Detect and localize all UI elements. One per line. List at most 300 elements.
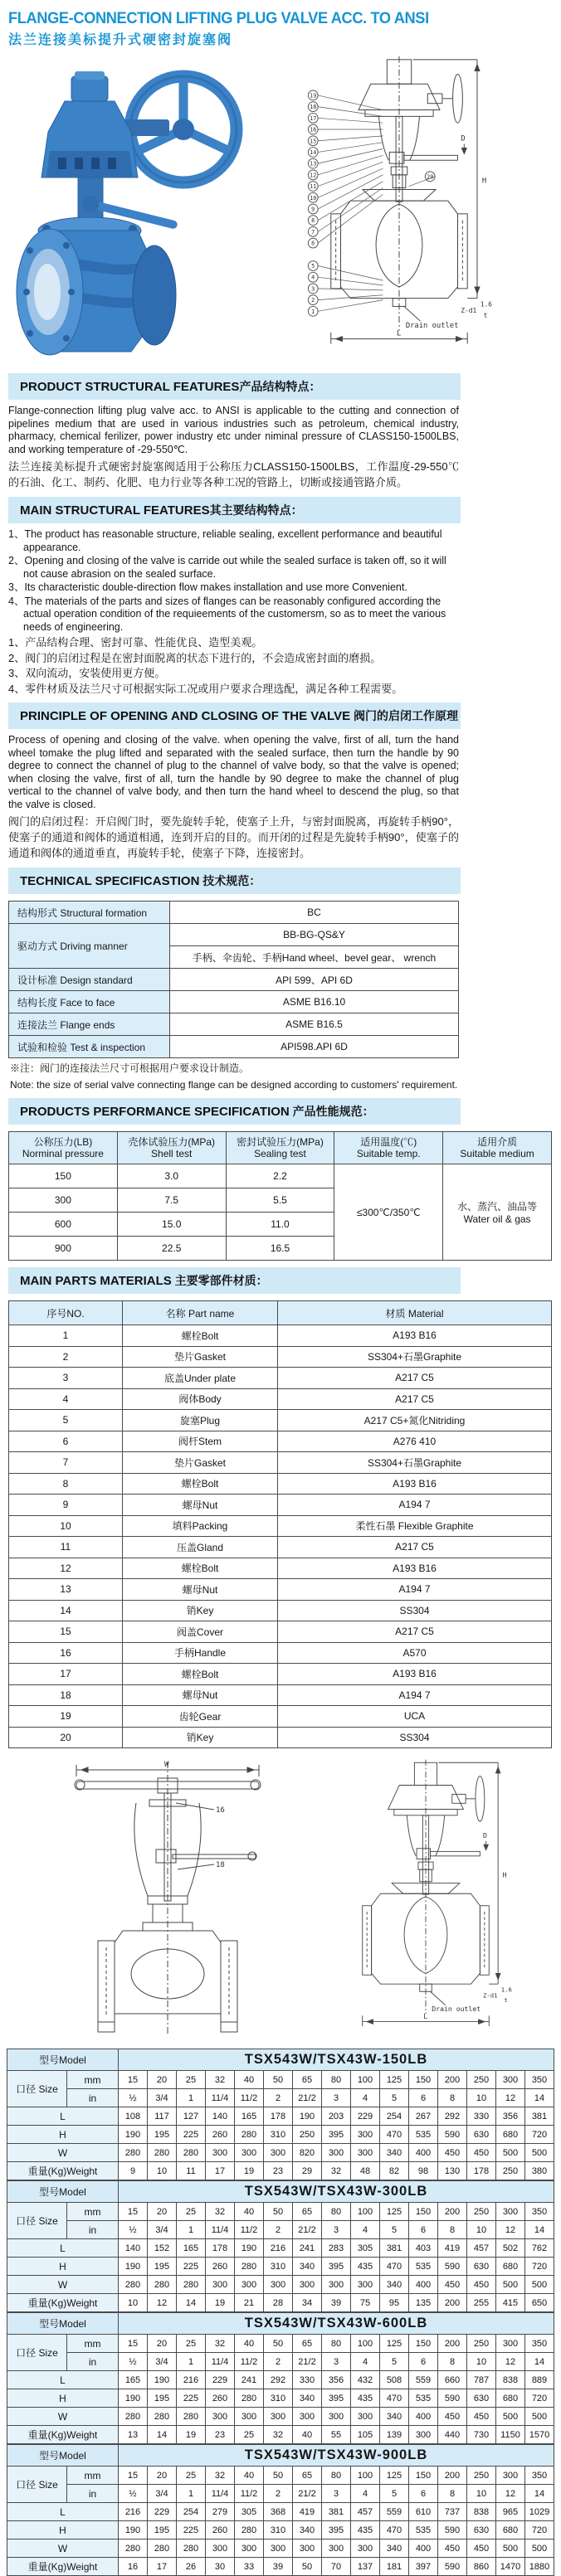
size-label: 口径 Size — [7, 2467, 67, 2503]
dim-value: 535 — [409, 2126, 438, 2144]
dim-value: 340 — [380, 2540, 409, 2558]
spec-label: 结构形式 Structural formation — [9, 902, 170, 924]
dim-D-label: D — [483, 1831, 487, 1840]
dim-value: 440 — [438, 2426, 467, 2444]
dim-value: 254 — [380, 2107, 409, 2126]
spec-value: ASME B16.10 — [170, 991, 459, 1013]
dim-value: 502 — [496, 2239, 525, 2258]
dim-value: 395 — [322, 2126, 351, 2144]
heading-cn: 主要零部件材质： — [171, 1274, 268, 1287]
heading-cn: 阀门的启闭工作原理 — [350, 709, 458, 722]
size-in-value: 12 — [496, 2221, 525, 2239]
dim-value: 39 — [264, 2558, 293, 2576]
performance-value: 600 — [9, 1213, 118, 1237]
dim-value: 450 — [467, 2408, 496, 2426]
size-in-value: 12 — [496, 2485, 525, 2503]
dim-value: 216 — [177, 2371, 206, 2389]
size-in-value: 1 — [177, 2353, 206, 2371]
performance-value: 900 — [9, 1237, 118, 1261]
dim-value: 310 — [264, 2389, 293, 2408]
tech-spec-row — [9, 902, 459, 924]
size-mm-value: 100 — [351, 2071, 380, 2089]
size-mm-value: 250 — [467, 2467, 496, 2485]
size-in-value: 5 — [380, 2221, 409, 2239]
part-no: 15 — [9, 1621, 123, 1643]
dim-value: 195 — [148, 2521, 177, 2540]
dim-value: 470 — [380, 2126, 409, 2144]
dim-value: 720 — [525, 2389, 554, 2408]
dim-value: 400 — [409, 2408, 438, 2426]
part-material: A194 7 — [278, 1579, 552, 1601]
dim-value: 39 — [322, 2294, 351, 2312]
t-label: t — [483, 312, 488, 320]
performance-header-row — [9, 1132, 552, 1164]
model-row — [7, 2049, 554, 2071]
dim-value: 380 — [525, 2162, 554, 2180]
part-material: SS304+石墨Graphite — [278, 1452, 552, 1474]
dim-value: 310 — [264, 2521, 293, 2540]
part-callout: 17 — [310, 114, 317, 122]
size-mm-value: 100 — [351, 2335, 380, 2353]
model-row — [7, 2445, 554, 2467]
size-in-value: 3/4 — [148, 2353, 177, 2371]
size-mm-value: 125 — [380, 2071, 409, 2089]
dim-value: 216 — [264, 2239, 293, 2258]
size-mm-value: 20 — [148, 2335, 177, 2353]
dim-D-label: D — [461, 134, 466, 143]
size-mm-value: 65 — [293, 2467, 322, 2485]
dimension-table — [7, 2049, 554, 2180]
size-in-value: 3 — [322, 2485, 351, 2503]
dim-value: 28 — [264, 2294, 293, 2312]
list-item: 2、阀门的启闭过程是在密封面脱离的状态下进行的，不会造成密封面的磨损。 — [8, 651, 382, 664]
materials-row — [9, 1621, 552, 1643]
size-mm-value: 350 — [525, 2467, 554, 2485]
size-mm-value: 40 — [235, 2203, 264, 2221]
size-mm-value: 125 — [380, 2203, 409, 2221]
dim-value: 140 — [206, 2107, 235, 2126]
part-callout: 12 — [310, 172, 317, 179]
dim-value: 127 — [177, 2107, 206, 2126]
drain-outlet-label: Drain outlet — [432, 2004, 481, 2013]
dim-value: 300 — [293, 2276, 322, 2294]
part-callout: 11 — [310, 183, 317, 191]
spec-value: API 599、API 6D — [170, 969, 459, 991]
dim-value: 190 — [119, 2126, 148, 2144]
size-in-value: 5 — [380, 2485, 409, 2503]
dim-value: 838 — [496, 2371, 525, 2389]
heading-cn: 技术规范： — [199, 874, 261, 887]
dim-value: 450 — [467, 2276, 496, 2294]
dim-value: 368 — [264, 2503, 293, 2521]
dimension-table — [7, 2312, 554, 2444]
tech-spec-row — [9, 991, 459, 1013]
dim-value: 181 — [380, 2558, 409, 2576]
dim-value: 720 — [525, 2521, 554, 2540]
materials-row — [9, 1515, 552, 1537]
list-item: 4、The materials of the parts and sizes of flanges can be reasonably configured according the actual operation condition of the requieements of the customersm, so as to meet the various needs of engineering. — [8, 595, 446, 633]
dim-value: 305 — [351, 2239, 380, 2258]
dim-value: 381 — [380, 2239, 409, 2258]
size-mm-value: 125 — [380, 2335, 409, 2353]
sectional-drawing-svg — [322, 1757, 529, 2043]
size-in-value: 21/2 — [293, 2485, 322, 2503]
size-mm-value: 150 — [409, 2203, 438, 2221]
part-material: A570 — [278, 1642, 552, 1664]
materials-row — [9, 1452, 552, 1474]
performance-value: 11.0 — [226, 1213, 334, 1237]
part-material: UCA — [278, 1706, 552, 1728]
valve-photo-illustration — [7, 53, 256, 362]
dim-value: 340 — [380, 2276, 409, 2294]
performance-table — [8, 1131, 552, 1261]
dim-value: 48 — [351, 2162, 380, 2180]
callout-16: 16 — [216, 1806, 225, 1815]
dim-value: 280 — [119, 2408, 148, 2426]
size-in-row — [7, 2089, 554, 2107]
size-mm-value: 80 — [322, 2467, 351, 2485]
size-mm-value: 65 — [293, 2335, 322, 2353]
size-mm-value: 300 — [496, 2071, 525, 2089]
size-in-value: 8 — [438, 2221, 467, 2239]
size-in-value: 4 — [351, 2089, 380, 2107]
dim-value: 737 — [438, 2503, 467, 2521]
dim-value: 21 — [235, 2294, 264, 2312]
spec-value: 手柄、伞齿轮、手柄Hand wheel、bevel gear、 wrench — [170, 946, 459, 969]
part-callout: 2 — [311, 297, 315, 304]
tech-note-en: Note: the size of serial valve connecting flange can be designed according to customers' requirement. — [10, 1079, 458, 1091]
dim-value: 889 — [525, 2371, 554, 2389]
dim-value: 730 — [467, 2426, 496, 2444]
list-item: 1、The product has reasonable structure, reliable sealing, excellent performance and beautiful appearance. — [8, 528, 442, 553]
size-mm-value: 40 — [235, 2335, 264, 2353]
weight-row — [7, 2558, 554, 2576]
tech-spec-row — [9, 924, 459, 946]
size-mm-value: 150 — [409, 2071, 438, 2089]
dim-L-row — [7, 2107, 554, 2126]
size-mm-value: 15 — [119, 2335, 148, 2353]
dim-value: 310 — [264, 2258, 293, 2276]
dim-value: 300 — [264, 2144, 293, 2162]
dim-value: 165 — [177, 2239, 206, 2258]
dim-value: 435 — [351, 2258, 380, 2276]
dim-value: 400 — [409, 2276, 438, 2294]
product-features-text-cn: 法兰连接美标提升式硬密封旋塞阀适用于公称压力CLASS150-1500LBS，工作温度-29-550℃的石油、化工、制药、化肥、电力行业等各种工况的管路上，切断或接通管路介质。 — [8, 460, 459, 488]
size-mm-value: 150 — [409, 2467, 438, 2485]
part-no: 3 — [9, 1368, 123, 1389]
dim-L-label: L — [423, 2011, 428, 2020]
size-mm-value: 100 — [351, 2467, 380, 2485]
main-features-list-cn — [8, 635, 459, 696]
part-material: A193 B16 — [278, 1664, 552, 1685]
size-mm-value: 32 — [206, 2467, 235, 2485]
dim-value: 95 — [380, 2294, 409, 2312]
size-in-value: ½ — [119, 2353, 148, 2371]
size-mm-value: 100 — [351, 2203, 380, 2221]
performance-value: 15.0 — [117, 1213, 226, 1237]
dim-value: 50 — [293, 2558, 322, 2576]
size-mm-value: 32 — [206, 2203, 235, 2221]
size-in-value: 5 — [380, 2353, 409, 2371]
size-mm-value: 300 — [496, 2335, 525, 2353]
dim-value: 300 — [206, 2276, 235, 2294]
size-mm-value: 200 — [438, 2335, 467, 2353]
size-in-value: 10 — [467, 2485, 496, 2503]
part-no: 10 — [9, 1515, 123, 1537]
spec-label: 试验和检验 Test & inspection — [9, 1036, 170, 1058]
callout-group — [308, 90, 435, 316]
row-label: H — [7, 2258, 119, 2276]
dim-value: 470 — [380, 2389, 409, 2408]
size-mm-value: 32 — [206, 2335, 235, 2353]
dim-H-label: H — [481, 177, 487, 186]
size-in-value: ½ — [119, 2221, 148, 2239]
list-item: 3、Its characteristic double-direction flow makes installation and use more Convenient. — [8, 581, 407, 593]
tech-note-cn: ※注：阀门的连接法兰尺寸可根据用户要求设计制造。 — [10, 1062, 250, 1074]
row-label: 重量(Kg)Weight — [7, 2162, 119, 2180]
dim-value: 397 — [409, 2558, 438, 2576]
dim-value: 280 — [177, 2540, 206, 2558]
part-material: SS304+石墨Graphite — [278, 1346, 552, 1368]
dim-value: 630 — [467, 2389, 496, 2408]
performance-value: 22.5 — [117, 1237, 226, 1261]
dim-value: 190 — [148, 2371, 177, 2389]
dim-value: 300 — [206, 2540, 235, 2558]
dim-value: 13 — [119, 2426, 148, 2444]
size-in-value: 8 — [438, 2485, 467, 2503]
dim-value: 457 — [467, 2239, 496, 2258]
size-mm-value: 25 — [177, 2203, 206, 2221]
spec-label: 连接法兰 Flange ends — [9, 1013, 170, 1036]
heading-en: TECHNICAL SPECIFICASTION — [20, 874, 200, 888]
dim-value: 280 — [177, 2408, 206, 2426]
part-name: 垫片Gasket — [123, 1452, 278, 1474]
valve-sectional-drawing — [295, 53, 503, 366]
dim-value: 340 — [380, 2144, 409, 2162]
dim-value: 720 — [525, 2126, 554, 2144]
row-label: W — [7, 2540, 119, 2558]
part-material: A276 410 — [278, 1431, 552, 1452]
dim-value: 720 — [525, 2258, 554, 2276]
dim-value: 300 — [351, 2276, 380, 2294]
model-name: TSX543W/TSX43W-900LB — [119, 2445, 554, 2467]
sectional-drawing-svg — [295, 53, 503, 362]
materials-row — [9, 1431, 552, 1452]
column-header: 适用介质 Suitable medium — [443, 1132, 552, 1164]
part-material: 柔性石墨 Flexible Graphite — [278, 1515, 552, 1537]
dim-value: 195 — [148, 2126, 177, 2144]
dim-value: 500 — [525, 2276, 554, 2294]
size-in-value: 10 — [467, 2353, 496, 2371]
dim-L-row — [7, 2371, 554, 2389]
column-header: 材质 Material — [278, 1301, 552, 1325]
dim-value: 838 — [467, 2503, 496, 2521]
size-label: 口径 Size — [7, 2203, 67, 2239]
dim-value: 330 — [293, 2371, 322, 2389]
section-main-features-heading — [8, 497, 461, 523]
part-callout: 8 — [311, 217, 315, 225]
dim-value: 280 — [148, 2144, 177, 2162]
size-mm-value: 200 — [438, 2071, 467, 2089]
size-mm-value: 15 — [119, 2071, 148, 2089]
drain-outlet-label: Drain outlet — [405, 321, 459, 330]
size-mm-value: 40 — [235, 2071, 264, 2089]
dim-value: 280 — [235, 2258, 264, 2276]
size-mm-value: 65 — [293, 2203, 322, 2221]
size-mm-value: 350 — [525, 2203, 554, 2221]
dim-value: 190 — [119, 2258, 148, 2276]
dim-value: 216 — [119, 2503, 148, 2521]
size-mm-value: 40 — [235, 2467, 264, 2485]
tech-spec-row — [9, 1013, 459, 1036]
figure-row-top — [0, 53, 561, 367]
suitable-temp: ≤300℃/350℃ — [334, 1164, 443, 1261]
part-material: A193 B16 — [278, 1558, 552, 1579]
size-in-value: 1 — [177, 2485, 206, 2503]
size-in-value: 11/4 — [206, 2221, 235, 2239]
size-mm-value: 150 — [409, 2335, 438, 2353]
dim-value: 292 — [438, 2107, 467, 2126]
dim-value: 590 — [438, 2558, 467, 2576]
size-in-value: 11/4 — [206, 2485, 235, 2503]
unit-in-label: in — [67, 2089, 119, 2107]
dim-value: 292 — [264, 2371, 293, 2389]
dim-value: 500 — [525, 2540, 554, 2558]
dim-value: 965 — [496, 2503, 525, 2521]
part-material: A194 7 — [278, 1684, 552, 1706]
dim-value: 630 — [467, 2126, 496, 2144]
part-no: 19 — [9, 1706, 123, 1728]
dim-value: 435 — [351, 2389, 380, 2408]
dim-value: 300 — [351, 2144, 380, 2162]
dim-value: 280 — [235, 2521, 264, 2540]
dim-value: 660 — [438, 2371, 467, 2389]
size-in-value: 3/4 — [148, 2089, 177, 2107]
row-label: 重量(Kg)Weight — [7, 2426, 119, 2444]
page-title-cn: 法兰连接美标提升式硬密封旋塞阀 — [8, 33, 233, 47]
dim-value: 860 — [467, 2558, 496, 2576]
dim-value: 105 — [351, 2426, 380, 2444]
size-mm-value: 50 — [264, 2071, 293, 2089]
spec-value: API598.API 6D — [170, 1036, 459, 1058]
size-mm-value: 20 — [148, 2203, 177, 2221]
dim-value: 1150 — [496, 2426, 525, 2444]
dim-value: 250 — [496, 2162, 525, 2180]
dim-W-row — [7, 2276, 554, 2294]
dim-W-row — [7, 2540, 554, 2558]
size-label: 口径 Size — [7, 2071, 67, 2107]
dim-value: 820 — [293, 2144, 322, 2162]
size-in-value: 6 — [409, 2353, 438, 2371]
dim-value: 260 — [206, 2258, 235, 2276]
part-callout: 3 — [311, 285, 315, 293]
size-mm-value: 250 — [467, 2335, 496, 2353]
dim-value: 283 — [322, 2239, 351, 2258]
dim-value: 395 — [322, 2389, 351, 2408]
dim-value: 280 — [177, 2276, 206, 2294]
dim-value: 25 — [235, 2426, 264, 2444]
dim-value: 1029 — [525, 2503, 554, 2521]
size-in-value: 11/2 — [235, 2353, 264, 2371]
tech-spec-row — [9, 1036, 459, 1058]
dim-value: 137 — [351, 2558, 380, 2576]
dim-value: 300 — [351, 2126, 380, 2144]
dim-value: 630 — [467, 2521, 496, 2540]
dim-value: 254 — [177, 2503, 206, 2521]
dim-value: 300 — [264, 2540, 293, 2558]
dim-value: 650 — [525, 2294, 554, 2312]
dim-value: 450 — [438, 2276, 467, 2294]
part-name: 螺栓Bolt — [123, 1558, 278, 1579]
materials-row — [9, 1388, 552, 1410]
dim-value: 225 — [177, 2521, 206, 2540]
valve-sectional-drawing-2 — [322, 1757, 529, 2047]
size-in-value: 14 — [525, 2353, 554, 2371]
dim-value: 500 — [525, 2408, 554, 2426]
dim-value: 500 — [496, 2144, 525, 2162]
part-name: 螺母Nut — [123, 1579, 278, 1601]
dim-value: 680 — [496, 2389, 525, 2408]
dim-value: 1470 — [496, 2558, 525, 2576]
dim-value: 229 — [206, 2371, 235, 2389]
dim-value: 14 — [148, 2426, 177, 2444]
dim-H-row — [7, 2258, 554, 2276]
dim-value: 300 — [206, 2408, 235, 2426]
materials-row — [9, 1727, 552, 1748]
list-item: 4、零件材质及法兰尺寸可根据实际工况或用户要求合理选配，满足各种工程需要。 — [8, 682, 403, 695]
dim-value: 200 — [438, 2294, 467, 2312]
zd1-label: Z-d1 — [461, 307, 477, 315]
size-mm-row — [7, 2467, 554, 2485]
part-material: SS304 — [278, 1600, 552, 1621]
size-in-value: 3/4 — [148, 2221, 177, 2239]
size-in-value: 6 — [409, 2485, 438, 2503]
dim-value: 500 — [496, 2276, 525, 2294]
dim-value: 381 — [525, 2107, 554, 2126]
size-in-value: 4 — [351, 2353, 380, 2371]
size-mm-row — [7, 2071, 554, 2089]
unit-mm-label: mm — [67, 2335, 119, 2353]
part-no: 1 — [9, 1325, 123, 1347]
dim-value: 267 — [409, 2107, 438, 2126]
dim-value: 300 — [235, 2276, 264, 2294]
size-mm-value: 15 — [119, 2467, 148, 2485]
dim-value: 450 — [467, 2540, 496, 2558]
dim-value: 559 — [380, 2503, 409, 2521]
size-in-value: 3/4 — [148, 2485, 177, 2503]
dim-value: 403 — [409, 2239, 438, 2258]
dim-value: 178 — [206, 2239, 235, 2258]
part-name: 填料Packing — [123, 1515, 278, 1537]
dim-value: 590 — [438, 2258, 467, 2276]
dim-value: 356 — [496, 2107, 525, 2126]
tech-spec-row — [9, 969, 459, 991]
roughness-label: 1.6 — [500, 1985, 512, 1994]
dimension-tables — [7, 2049, 561, 2576]
dim-value: 559 — [409, 2371, 438, 2389]
size-label: 口径 Size — [7, 2335, 67, 2371]
size-mm-value: 20 — [148, 2467, 177, 2485]
part-material: SS304 — [278, 1727, 552, 1748]
part-name: 手柄Handle — [123, 1642, 278, 1664]
dim-value: 450 — [467, 2144, 496, 2162]
part-callout: 14 — [310, 148, 317, 156]
suitable-medium: 水、蒸汽、油品等 Water oil & gas — [443, 1164, 552, 1261]
section-materials-heading — [8, 1267, 461, 1294]
dim-W-row — [7, 2408, 554, 2426]
dim-value: 10 — [148, 2162, 177, 2180]
size-in-value: 4 — [351, 2221, 380, 2239]
